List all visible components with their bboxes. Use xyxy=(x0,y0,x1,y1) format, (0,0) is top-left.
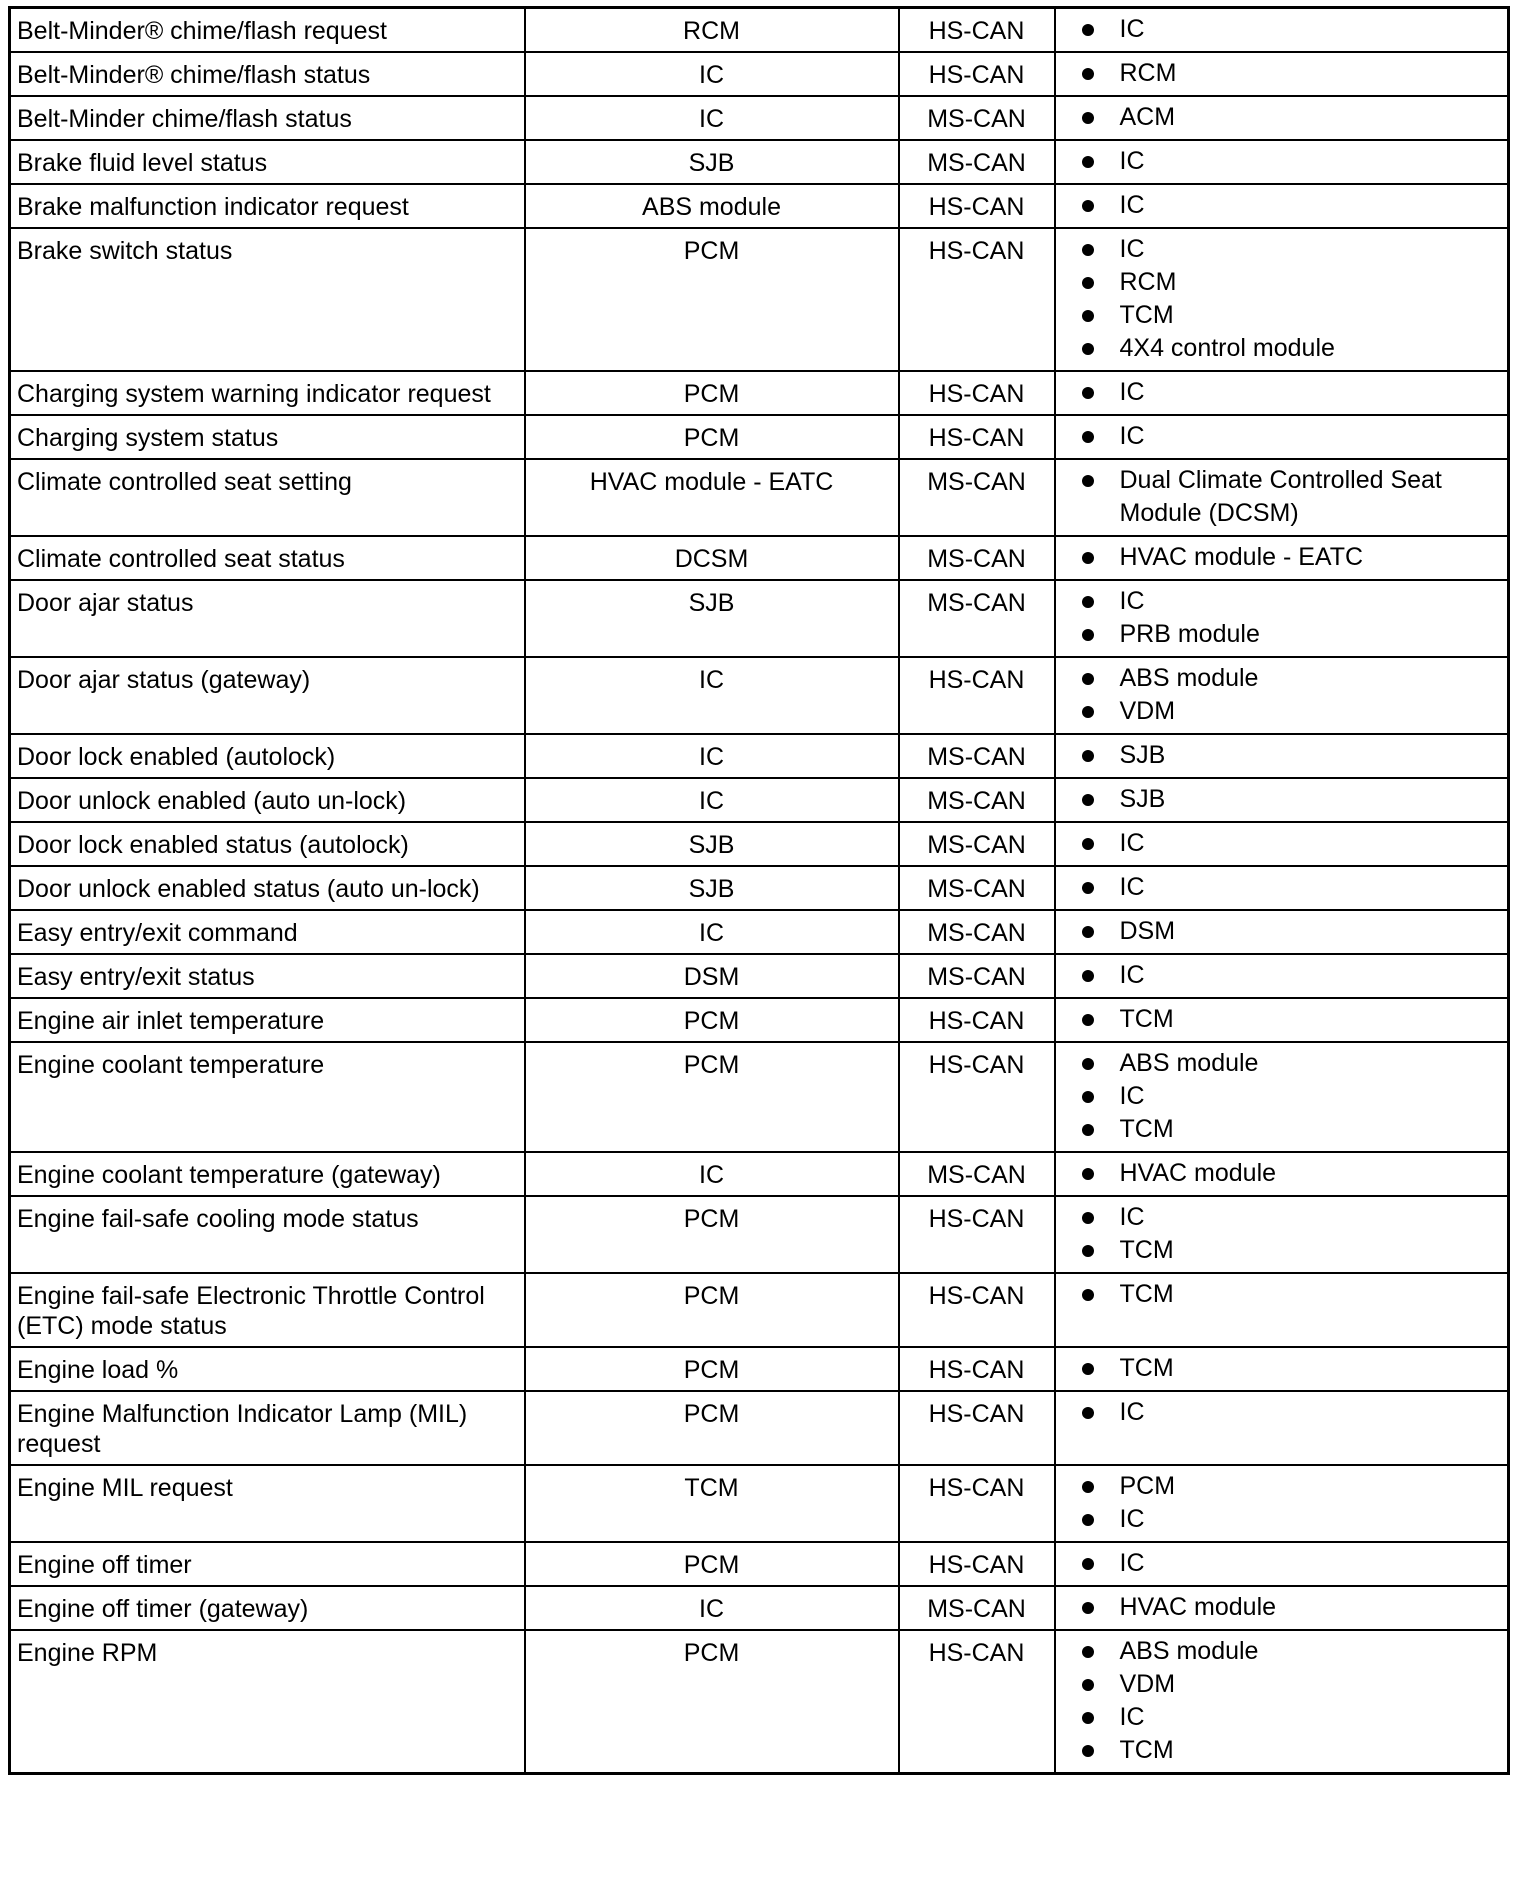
message-cell: Charging system warning indicator request xyxy=(10,371,525,415)
transmitter-cell: TCM xyxy=(525,1465,899,1542)
message-cell: Engine coolant temperature xyxy=(10,1042,525,1152)
receivers-cell xyxy=(1055,778,1509,822)
network-cell: HS-CAN xyxy=(899,8,1055,53)
receiver-item: IC xyxy=(1082,1396,1502,1429)
transmitter-cell: DCSM xyxy=(525,536,899,580)
receiver-item: PCM xyxy=(1082,1470,1502,1503)
transmitter-cell: PCM xyxy=(525,1196,899,1273)
receivers-cell xyxy=(1055,1465,1509,1542)
receivers-cell xyxy=(1055,998,1509,1042)
network-cell: MS-CAN xyxy=(899,580,1055,657)
table-row xyxy=(10,52,1509,96)
receiver-list xyxy=(1062,1591,1502,1624)
network-cell: MS-CAN xyxy=(899,734,1055,778)
table-row xyxy=(10,228,1509,371)
receivers-cell xyxy=(1055,459,1509,536)
receivers-cell xyxy=(1055,8,1509,53)
table-row xyxy=(10,1347,1509,1391)
receiver-list xyxy=(1062,827,1502,860)
receivers-cell xyxy=(1055,1347,1509,1391)
receivers-cell xyxy=(1055,1542,1509,1586)
table-row xyxy=(10,1391,1509,1465)
network-cell: HS-CAN xyxy=(899,1273,1055,1347)
receivers-cell xyxy=(1055,657,1509,734)
network-cell: HS-CAN xyxy=(899,1391,1055,1465)
receiver-item: IC xyxy=(1082,1201,1502,1234)
network-cell: HS-CAN xyxy=(899,371,1055,415)
receiver-item: RCM xyxy=(1082,266,1502,299)
network-cell: HS-CAN xyxy=(899,184,1055,228)
message-cell: Engine Malfunction Indicator Lamp (MIL) request xyxy=(10,1391,525,1465)
receivers-cell xyxy=(1055,184,1509,228)
receivers-cell xyxy=(1055,910,1509,954)
network-cell: HS-CAN xyxy=(899,1630,1055,1774)
network-cell: MS-CAN xyxy=(899,954,1055,998)
receiver-item: TCM xyxy=(1082,1234,1502,1267)
table-row xyxy=(10,1630,1509,1774)
receivers-cell xyxy=(1055,228,1509,371)
message-cell: Charging system status xyxy=(10,415,525,459)
receiver-list xyxy=(1062,464,1502,530)
message-cell: Engine air inlet temperature xyxy=(10,998,525,1042)
transmitter-cell: SJB xyxy=(525,140,899,184)
transmitter-cell: IC xyxy=(525,1152,899,1196)
message-cell: Engine coolant temperature (gateway) xyxy=(10,1152,525,1196)
network-cell: HS-CAN xyxy=(899,1465,1055,1542)
message-cell: Belt-Minder chime/flash status xyxy=(10,96,525,140)
receiver-item: IC xyxy=(1082,1547,1502,1580)
table-row xyxy=(10,536,1509,580)
receiver-item: TCM xyxy=(1082,1352,1502,1385)
network-cell: HS-CAN xyxy=(899,657,1055,734)
transmitter-cell: DSM xyxy=(525,954,899,998)
receiver-item: IC xyxy=(1082,376,1502,409)
message-cell: Engine off timer xyxy=(10,1542,525,1586)
message-cell: Door ajar status (gateway) xyxy=(10,657,525,734)
table-row xyxy=(10,778,1509,822)
receivers-cell xyxy=(1055,1586,1509,1630)
receiver-item: SJB xyxy=(1082,783,1502,816)
table-row xyxy=(10,580,1509,657)
receiver-item: ABS module xyxy=(1082,1635,1502,1668)
receivers-cell xyxy=(1055,1042,1509,1152)
receiver-item: TCM xyxy=(1082,1113,1502,1146)
message-cell: Easy entry/exit status xyxy=(10,954,525,998)
receiver-list xyxy=(1062,420,1502,453)
network-cell: MS-CAN xyxy=(899,822,1055,866)
receiver-list xyxy=(1062,1352,1502,1385)
message-cell: Engine fail-safe cooling mode status xyxy=(10,1196,525,1273)
receivers-cell xyxy=(1055,96,1509,140)
receiver-list xyxy=(1062,585,1502,651)
table-row xyxy=(10,822,1509,866)
transmitter-cell: IC xyxy=(525,778,899,822)
receiver-item: 4X4 control module xyxy=(1082,332,1502,365)
transmitter-cell: PCM xyxy=(525,998,899,1042)
receiver-item: VDM xyxy=(1082,695,1502,728)
receiver-list xyxy=(1062,871,1502,904)
receivers-cell xyxy=(1055,1196,1509,1273)
receiver-item: VDM xyxy=(1082,1668,1502,1701)
transmitter-cell: IC xyxy=(525,96,899,140)
receiver-item: IC xyxy=(1082,871,1502,904)
table-row xyxy=(10,657,1509,734)
table-body xyxy=(10,8,1509,1774)
receivers-cell xyxy=(1055,954,1509,998)
message-cell: Climate controlled seat status xyxy=(10,536,525,580)
network-cell: MS-CAN xyxy=(899,536,1055,580)
receiver-item: TCM xyxy=(1082,1734,1502,1767)
table-row xyxy=(10,140,1509,184)
transmitter-cell: PCM xyxy=(525,1391,899,1465)
transmitter-cell: IC xyxy=(525,910,899,954)
receivers-cell xyxy=(1055,52,1509,96)
receiver-list xyxy=(1062,1547,1502,1580)
receiver-list xyxy=(1062,233,1502,365)
receivers-cell xyxy=(1055,371,1509,415)
receiver-item: RCM xyxy=(1082,57,1502,90)
transmitter-cell: RCM xyxy=(525,8,899,53)
receiver-item: IC xyxy=(1082,233,1502,266)
receiver-item: IC xyxy=(1082,189,1502,222)
message-cell: Engine MIL request xyxy=(10,1465,525,1542)
receiver-item: IC xyxy=(1082,959,1502,992)
message-cell: Door unlock enabled status (auto un-lock) xyxy=(10,866,525,910)
receivers-cell xyxy=(1055,536,1509,580)
transmitter-cell: IC xyxy=(525,52,899,96)
receivers-cell xyxy=(1055,1391,1509,1465)
message-cell: Door lock enabled status (autolock) xyxy=(10,822,525,866)
transmitter-cell: SJB xyxy=(525,580,899,657)
transmitter-cell: PCM xyxy=(525,415,899,459)
table-row xyxy=(10,184,1509,228)
message-cell: Brake malfunction indicator request xyxy=(10,184,525,228)
receiver-list xyxy=(1062,959,1502,992)
message-cell: Engine load % xyxy=(10,1347,525,1391)
network-cell: MS-CAN xyxy=(899,866,1055,910)
receiver-item: HVAC module xyxy=(1082,1157,1502,1190)
network-cell: HS-CAN xyxy=(899,228,1055,371)
receiver-list xyxy=(1062,1047,1502,1146)
table-row xyxy=(10,1586,1509,1630)
table-row xyxy=(10,96,1509,140)
receiver-item: TCM xyxy=(1082,1003,1502,1036)
receivers-cell xyxy=(1055,140,1509,184)
table-row xyxy=(10,734,1509,778)
network-cell: MS-CAN xyxy=(899,140,1055,184)
receivers-cell xyxy=(1055,866,1509,910)
message-cell: Engine fail-safe Electronic Throttle Control (ETC) mode status xyxy=(10,1273,525,1347)
network-cell: MS-CAN xyxy=(899,1152,1055,1196)
network-cell: MS-CAN xyxy=(899,910,1055,954)
network-cell: HS-CAN xyxy=(899,1542,1055,1586)
receiver-list xyxy=(1062,376,1502,409)
receiver-list xyxy=(1062,1003,1502,1036)
transmitter-cell: PCM xyxy=(525,371,899,415)
table-row xyxy=(10,998,1509,1042)
receiver-list xyxy=(1062,1157,1502,1190)
receiver-item: TCM xyxy=(1082,299,1502,332)
table-row xyxy=(10,8,1509,53)
receiver-item: IC xyxy=(1082,1503,1502,1536)
network-cell: HS-CAN xyxy=(899,1042,1055,1152)
message-cell: Door lock enabled (autolock) xyxy=(10,734,525,778)
receivers-cell xyxy=(1055,1273,1509,1347)
receiver-list xyxy=(1062,145,1502,178)
network-cell: HS-CAN xyxy=(899,415,1055,459)
table-row xyxy=(10,1465,1509,1542)
receiver-item: ABS module xyxy=(1082,1047,1502,1080)
receiver-list xyxy=(1062,915,1502,948)
receiver-item: HVAC module - EATC xyxy=(1082,541,1502,574)
transmitter-cell: PCM xyxy=(525,1273,899,1347)
message-cell: Climate controlled seat setting xyxy=(10,459,525,536)
receiver-list xyxy=(1062,662,1502,728)
receivers-cell xyxy=(1055,822,1509,866)
network-cell: MS-CAN xyxy=(899,778,1055,822)
transmitter-cell: PCM xyxy=(525,1630,899,1774)
receiver-list xyxy=(1062,1635,1502,1767)
receivers-cell xyxy=(1055,580,1509,657)
transmitter-cell: HVAC module - EATC xyxy=(525,459,899,536)
receiver-item: IC xyxy=(1082,585,1502,618)
table-row xyxy=(10,1196,1509,1273)
receiver-list xyxy=(1062,57,1502,90)
table-row xyxy=(10,415,1509,459)
receiver-list xyxy=(1062,1470,1502,1536)
receiver-list xyxy=(1062,189,1502,222)
receiver-item: IC xyxy=(1082,145,1502,178)
receiver-list xyxy=(1062,101,1502,134)
message-cell: Engine off timer (gateway) xyxy=(10,1586,525,1630)
message-cell: Brake fluid level status xyxy=(10,140,525,184)
receiver-item: DSM xyxy=(1082,915,1502,948)
receiver-list xyxy=(1062,1201,1502,1267)
network-cell: HS-CAN xyxy=(899,52,1055,96)
receivers-cell xyxy=(1055,1152,1509,1196)
table-row xyxy=(10,459,1509,536)
receiver-item: IC xyxy=(1082,13,1502,46)
table-row xyxy=(10,954,1509,998)
message-cell: Belt-Minder® chime/flash status xyxy=(10,52,525,96)
receivers-cell xyxy=(1055,1630,1509,1774)
network-cell: HS-CAN xyxy=(899,998,1055,1042)
message-cell: Belt-Minder® chime/flash request xyxy=(10,8,525,53)
transmitter-cell: SJB xyxy=(525,822,899,866)
receiver-list xyxy=(1062,1396,1502,1429)
network-cell: MS-CAN xyxy=(899,96,1055,140)
can-message-table xyxy=(8,6,1510,1775)
transmitter-cell: PCM xyxy=(525,1347,899,1391)
network-cell: HS-CAN xyxy=(899,1196,1055,1273)
receiver-item: IC xyxy=(1082,1701,1502,1734)
transmitter-cell: PCM xyxy=(525,1042,899,1152)
network-cell: HS-CAN xyxy=(899,1347,1055,1391)
receiver-list xyxy=(1062,13,1502,46)
table-row xyxy=(10,866,1509,910)
transmitter-cell: IC xyxy=(525,734,899,778)
table-row xyxy=(10,371,1509,415)
transmitter-cell: ABS module xyxy=(525,184,899,228)
receiver-item: Dual Climate Controlled Seat Module (DCSM) xyxy=(1082,464,1502,530)
receiver-item: IC xyxy=(1082,827,1502,860)
receiver-item: ABS module xyxy=(1082,662,1502,695)
receiver-list xyxy=(1062,1278,1502,1311)
receiver-item: IC xyxy=(1082,420,1502,453)
table-row xyxy=(10,1042,1509,1152)
receivers-cell xyxy=(1055,734,1509,778)
transmitter-cell: SJB xyxy=(525,866,899,910)
table-row xyxy=(10,1542,1509,1586)
receiver-item: IC xyxy=(1082,1080,1502,1113)
receiver-item: TCM xyxy=(1082,1278,1502,1311)
network-cell: MS-CAN xyxy=(899,459,1055,536)
message-cell: Engine RPM xyxy=(10,1630,525,1774)
table-row xyxy=(10,1273,1509,1347)
receiver-item: HVAC module xyxy=(1082,1591,1502,1624)
receiver-list xyxy=(1062,739,1502,772)
table-row xyxy=(10,1152,1509,1196)
message-cell: Door unlock enabled (auto un-lock) xyxy=(10,778,525,822)
receiver-item: ACM xyxy=(1082,101,1502,134)
transmitter-cell: PCM xyxy=(525,1542,899,1586)
transmitter-cell: IC xyxy=(525,657,899,734)
network-cell: MS-CAN xyxy=(899,1586,1055,1630)
message-cell: Door ajar status xyxy=(10,580,525,657)
transmitter-cell: PCM xyxy=(525,228,899,371)
receiver-list xyxy=(1062,783,1502,816)
receiver-item: SJB xyxy=(1082,739,1502,772)
table-row xyxy=(10,910,1509,954)
receivers-cell xyxy=(1055,415,1509,459)
message-cell: Easy entry/exit command xyxy=(10,910,525,954)
transmitter-cell: IC xyxy=(525,1586,899,1630)
receiver-item: PRB module xyxy=(1082,618,1502,651)
message-cell: Brake switch status xyxy=(10,228,525,371)
receiver-list xyxy=(1062,541,1502,574)
